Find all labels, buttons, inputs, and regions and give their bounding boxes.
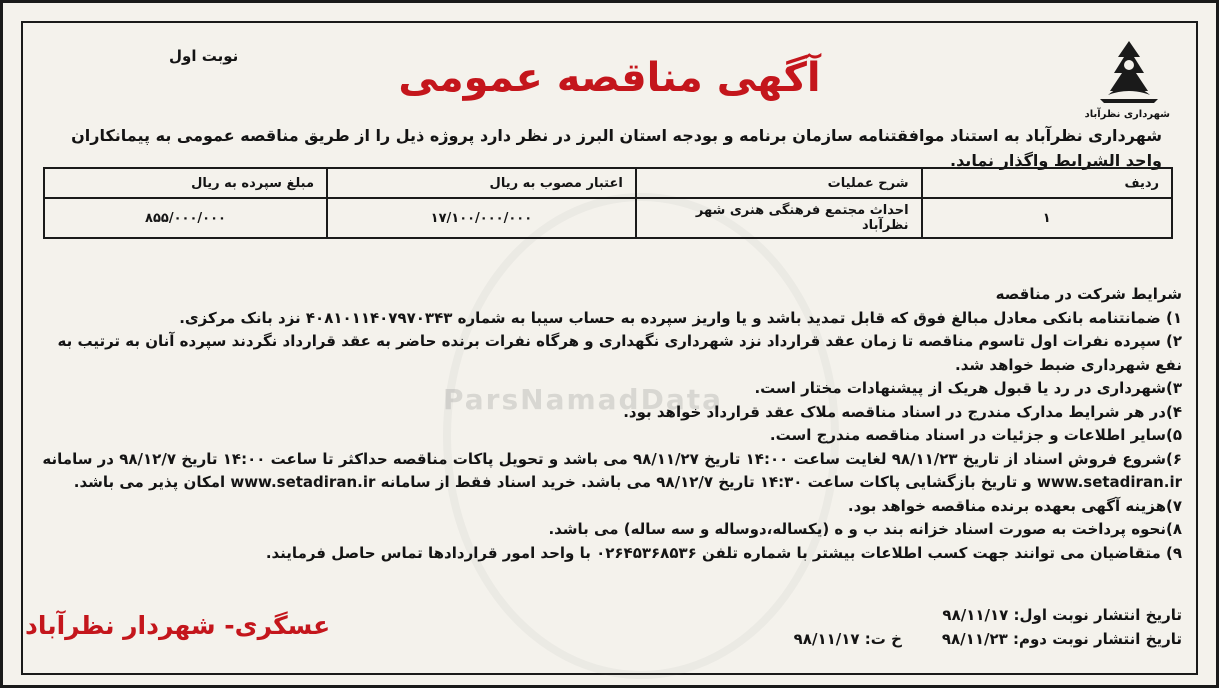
condition-item: ۲) سپرده نفرات اول تاسوم مناقصه تا زمان عقد قرارداد نزد شهرداری نگهداری و هرگاه نفرات برنده حاضر به عقد قرارداد نگردند سپرده آنان به ترتیب به نفع شهرداری ضبط خواهد شد. (57, 332, 1182, 374)
condition-item: ۸)نحوه پرداخت به صورت اسناد خزانه بند ب و ه (یکساله،دوساله و سه ساله) می باشد. (548, 520, 1182, 538)
cell-row-number: ۱ (922, 198, 1172, 238)
kht-date: خ ت: ۹۸/۱۱/۱۷ (793, 630, 902, 648)
condition-item: ۵)سایر اطلاعات و جزئیات در اسناد مناقصه مندرج است. (769, 426, 1182, 444)
cell-deposit-amount: ۸۵۵/۰۰۰/۰۰۰ (44, 198, 327, 238)
second-publication-line (794, 627, 1182, 651)
condition-item: ۹) متقاضیان می توانند جهت کسب اطلاعات بیشتر با شماره تلفن ۰۲۶۴۵۳۶۸۵۳۶ با واحد امور قراردادها تماس حاصل فرمایند. (265, 543, 1182, 562)
mayor-signature: عسگری- شهردار نظرآباد (25, 611, 331, 640)
table-row (44, 198, 1172, 238)
conditions-heading: شرایط شرکت در مناقصه (995, 285, 1182, 303)
col-deposit-amount: مبلغ سپرده به ریال (44, 168, 327, 198)
table-header-row (44, 168, 1172, 198)
conditions-section (33, 283, 1182, 565)
condition-item: ۳)شهرداری در رد یا قبول هریک از پیشنهادات مختار است. (754, 379, 1182, 397)
col-operation: شرح عملیات (636, 168, 922, 198)
notice-header (23, 23, 1196, 123)
col-approved-credit: اعتبار مصوب به ریال (327, 168, 636, 198)
col-row-number: ردیف (922, 168, 1172, 198)
logo-caption: شهرداری نظرآباد (1084, 109, 1170, 120)
cell-approved-credit: ۱۷/۱۰۰/۰۰۰/۰۰۰ (327, 198, 636, 238)
round-label: نوبت اول (169, 47, 239, 65)
first-publication-date: تاریخ انتشار نوبت اول: ۹۸/۱۱/۱۷ (942, 606, 1182, 624)
condition-item: ۷)هزینه آگهی بعهده برنده مناقصه خواهد بود. (847, 496, 1182, 515)
second-publication-date: تاریخ انتشار نوبت دوم: ۹۸/۱۱/۲۳ (941, 630, 1182, 648)
watermark-text: ParsNamadData (443, 383, 723, 416)
condition-item: ۶)شروع فروش اسناد از تاریخ ۹۸/۱۱/۲۳ لغایت ساعت ۱۴:۰۰ تاریخ ۹۸/۱۱/۲۷ می باشد و تحویل پاکات مناقصه حداکثر تا ساعت ۱۴:۰۰ تاریخ ۹۸/۱۲/۷ در سامانه www.setadiran.ir و تاریخ بازگشایی پاکات ساعت ۱۴:۳۰ تاریخ ۹۸/۱۲/۷ می باشد. خرید اسناد فقط از سامانه www.setadiran.ir امکان پذیر می باشد. (42, 449, 1182, 491)
condition-item: ۱) ضمانتنامه بانکی معادل مبالغ فوق که قابل تمدید باشد و یا واریز سپرده به حساب سیبا به شماره ۴۰۸۱۰۱۱۴۰۷۹۷۰۳۴۳ نزد بانک مرکزی. (179, 308, 1182, 327)
intro-paragraph: شهرداری نظرآباد به استناد موافقتنامه سازمان برنامه و بودجه استان البرز در نظر دارد پروژه ذیل را از طریق مناقصه عمومی به پیمانکاران واجد الشرایط واگذار نماید. (71, 126, 1162, 170)
notice-title: آگهی مناقصه عمومی (398, 55, 821, 101)
operations-table (43, 167, 1173, 239)
publication-dates (794, 603, 1182, 651)
cell-operation: احداث مجتمع فرهنگی هنری شهر نظرآباد (636, 198, 922, 238)
condition-item: ۴)در هر شرایط مدارک مندرج در اسناد مناقصه ملاک عقد قرارداد خواهد بود. (623, 402, 1182, 421)
